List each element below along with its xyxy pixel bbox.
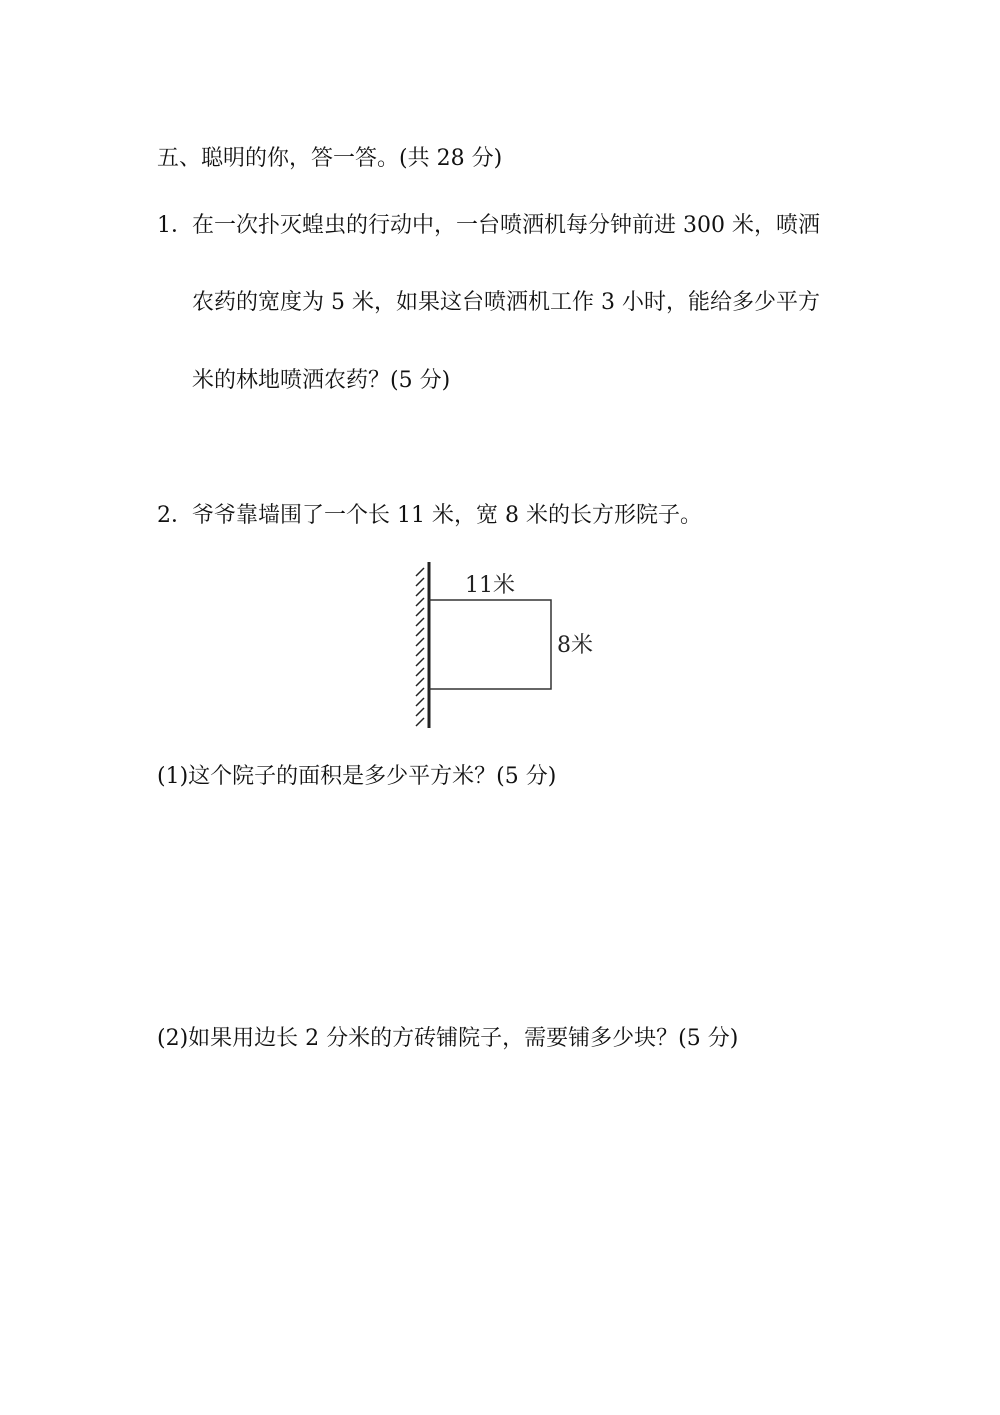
question-2-text: 爷爷靠墙围了一个长 11 米，宽 8 米的长方形院子。 (192, 503, 702, 528)
question-1-line-1 (157, 211, 820, 241)
yard-diagram (405, 560, 605, 735)
question-2-part-2: (2)如果用边长 2 分米的方砖铺院子，需要铺多少块？(5 分) (157, 1026, 739, 1051)
question-1-line-3: 米的林地喷洒农药？(5 分) (192, 368, 451, 393)
question-1-number: 1． (157, 213, 193, 238)
question-2-part-1: (1)这个院子的面积是多少平方米？(5 分) (157, 764, 557, 789)
yard-fence (429, 600, 551, 689)
wall-hatching (416, 568, 424, 726)
length-label: 11米 (465, 573, 515, 598)
question-2-line-1 (157, 501, 702, 531)
question-1-text-1: 在一次扑灭蝗虫的行动中，一台喷洒机每分钟前进 300 米，喷洒 (192, 213, 820, 238)
question-1-line-2: 农药的宽度为 5 米，如果这台喷洒机工作 3 小时，能给多少平方 (192, 290, 820, 315)
section-title: 五、聪明的你，答一答。(共 28 分) (157, 146, 503, 171)
width-label: 8米 (557, 633, 593, 658)
question-2-number: 2． (157, 503, 193, 528)
